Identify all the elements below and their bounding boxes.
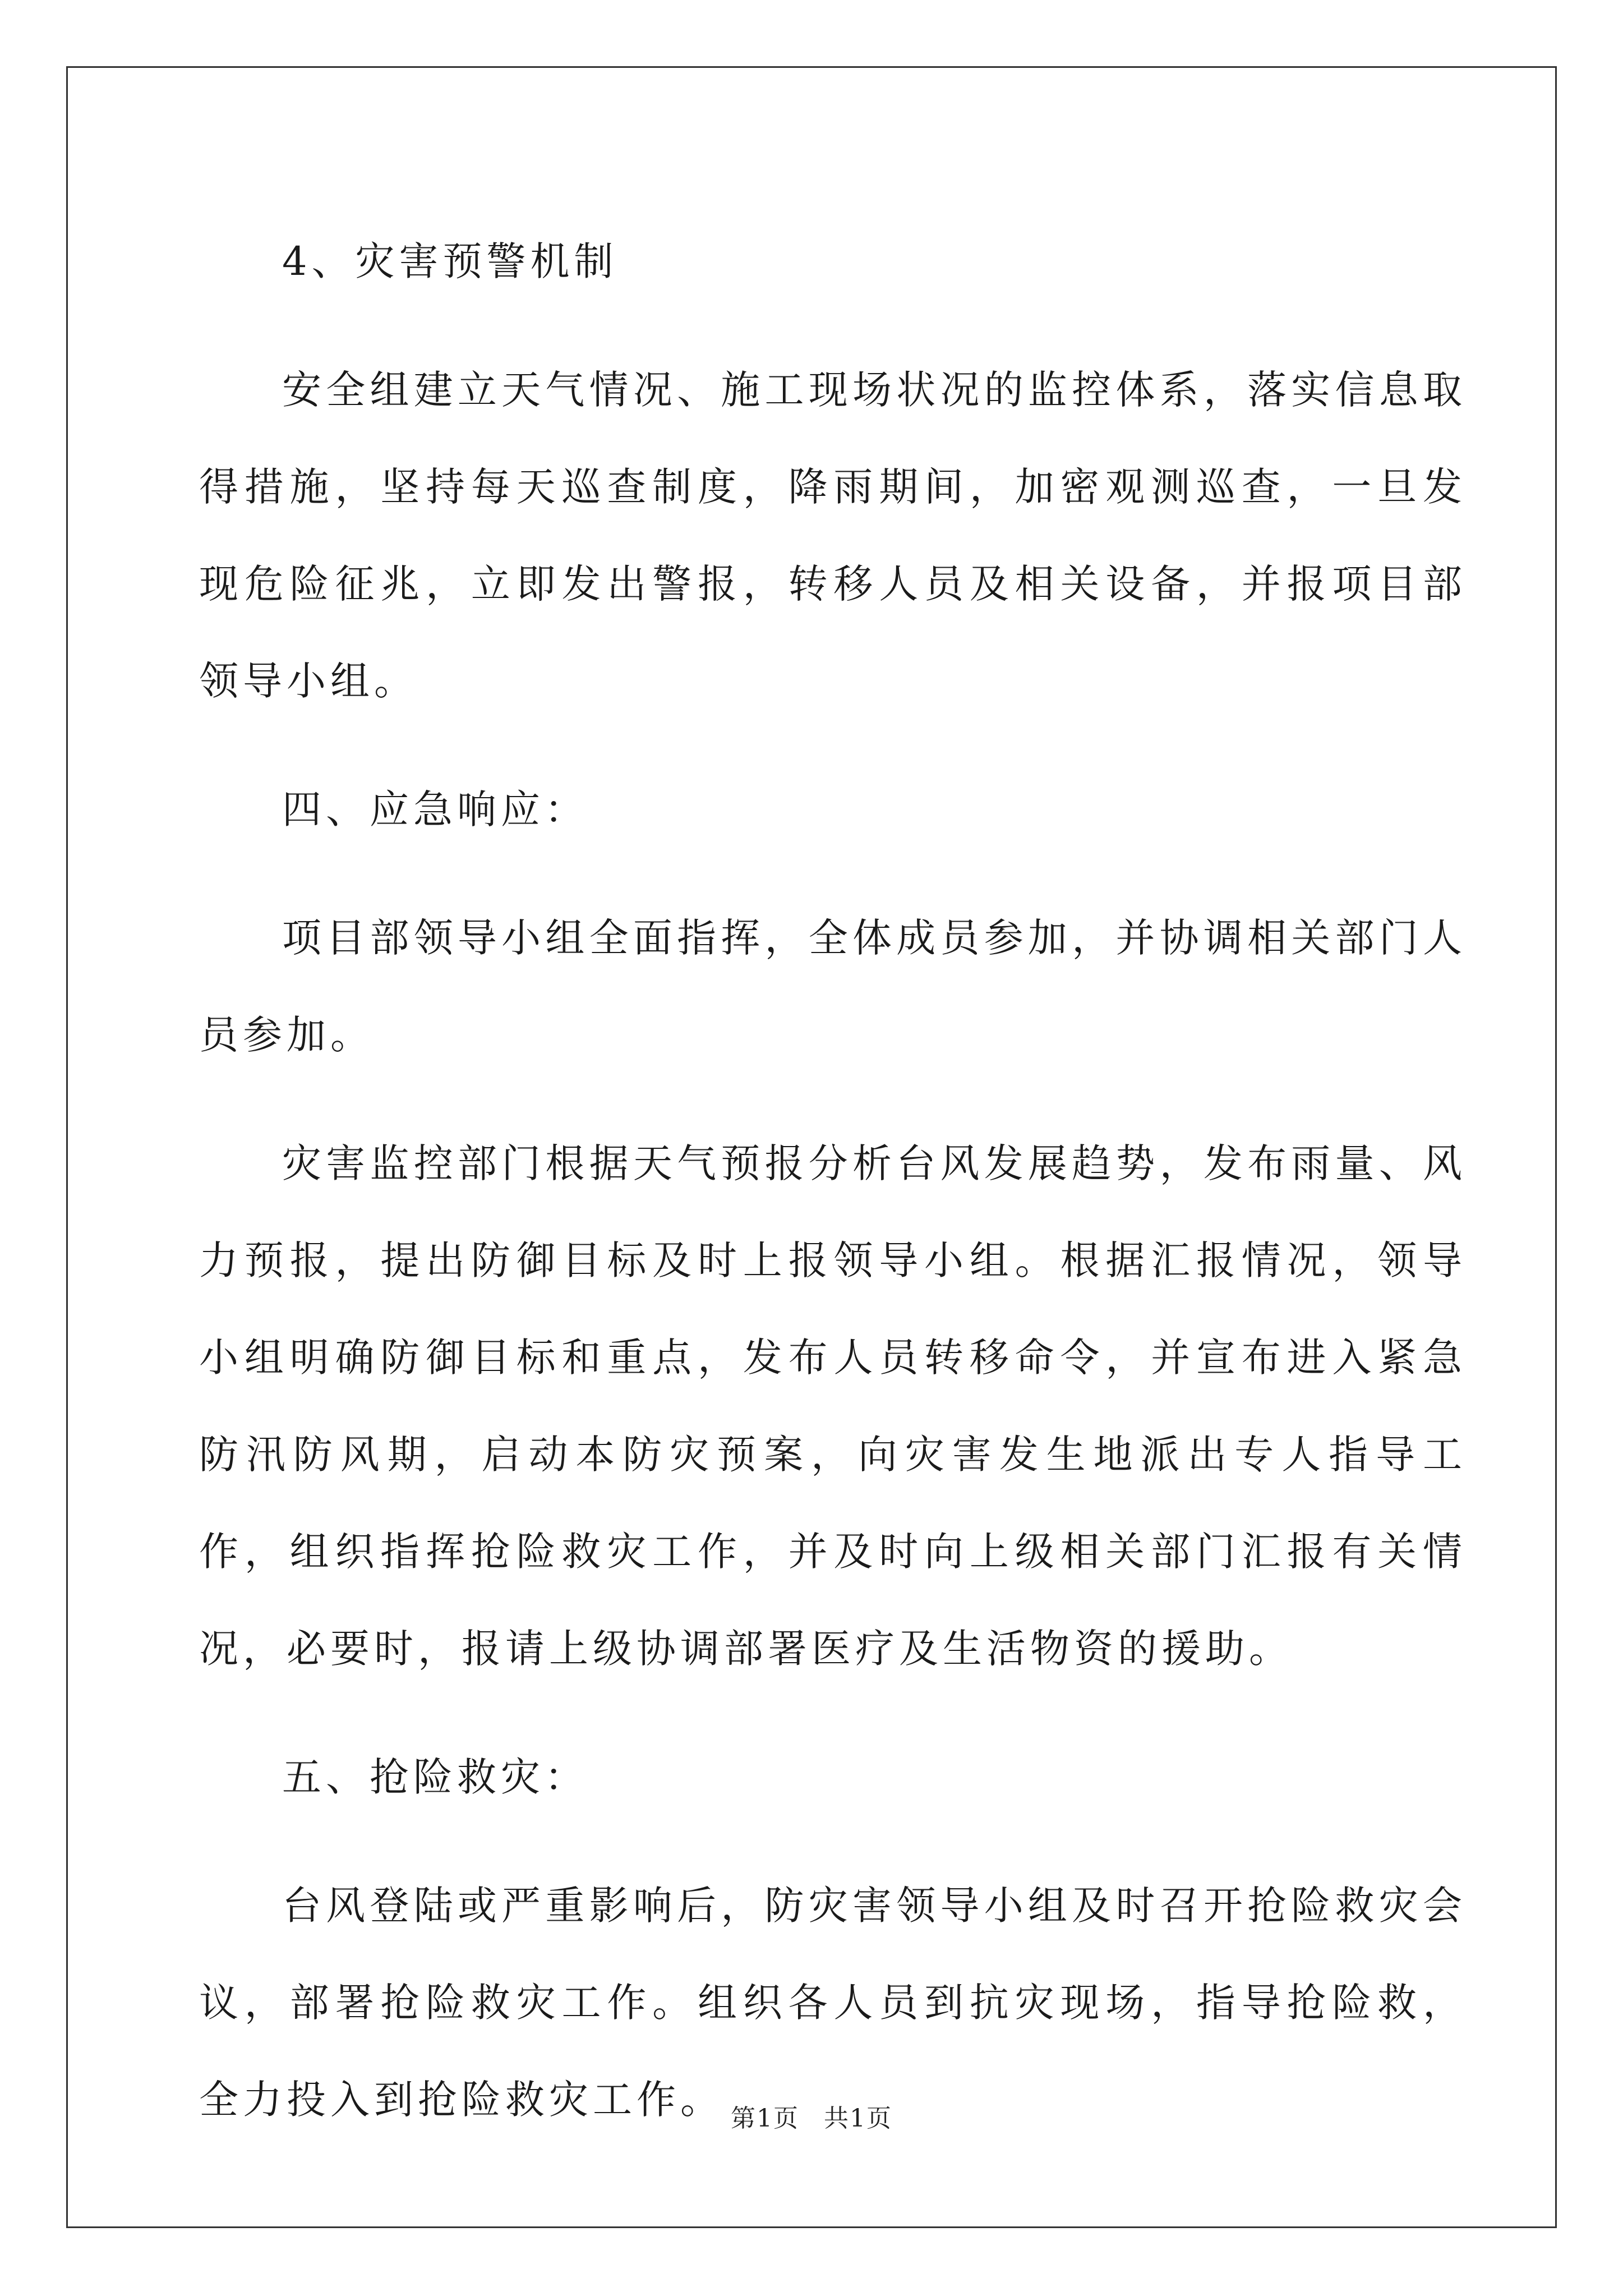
page-number: 第1页 xyxy=(731,2104,799,2133)
section-heading-rescue: 五、抢险救灾： xyxy=(282,1754,588,1800)
section-heading-response: 四、应急响应： xyxy=(282,786,588,832)
paragraph-monitoring: 安全组建立天气情况、施工现场状况的监控体系，落实信息取得措施，坚持每天巡查制度，降雨期间，加密观测巡查，一旦发现危险征兆，立即发出警报，转移人员及相关设备，并报项目部领导小组。 xyxy=(199,367,1467,704)
paragraph-rescue: 台风登陆或严重影响后，防灾害领导小组及时召开抢险救灾会议，部署抢险救灾工作。组织各人员到抗灾现场，指导抢险救，全力投入到抢险救灾工作。 xyxy=(199,1883,1467,2123)
page-footer xyxy=(0,2098,1623,2134)
page-total: 共1页 xyxy=(824,2104,892,2133)
paragraph-forecast: 灾害监控部门根据天气预报分析台风发展趋势，发布雨量、风力预报，提出防御目标及时上报领导小组。根据汇报情况，领导小组明确防御目标和重点，发布人员转移命令，并宣布进入紧急防汛防风期，启动本防灾预案，向灾害发生地派出专人指导工作，组织指挥抢险救灾工作，并及时向上级相关部门汇报有关情况，必要时，报请上级协调部署医疗及生活物资的援助。 xyxy=(199,1140,1467,1672)
document-body xyxy=(199,213,1467,2180)
paragraph-command: 项目部领导小组全面指挥，全体成员参加，并协调相关部门人员参加。 xyxy=(199,915,1467,1058)
section-heading-warning: 4、灾害预警机制 xyxy=(282,238,618,284)
